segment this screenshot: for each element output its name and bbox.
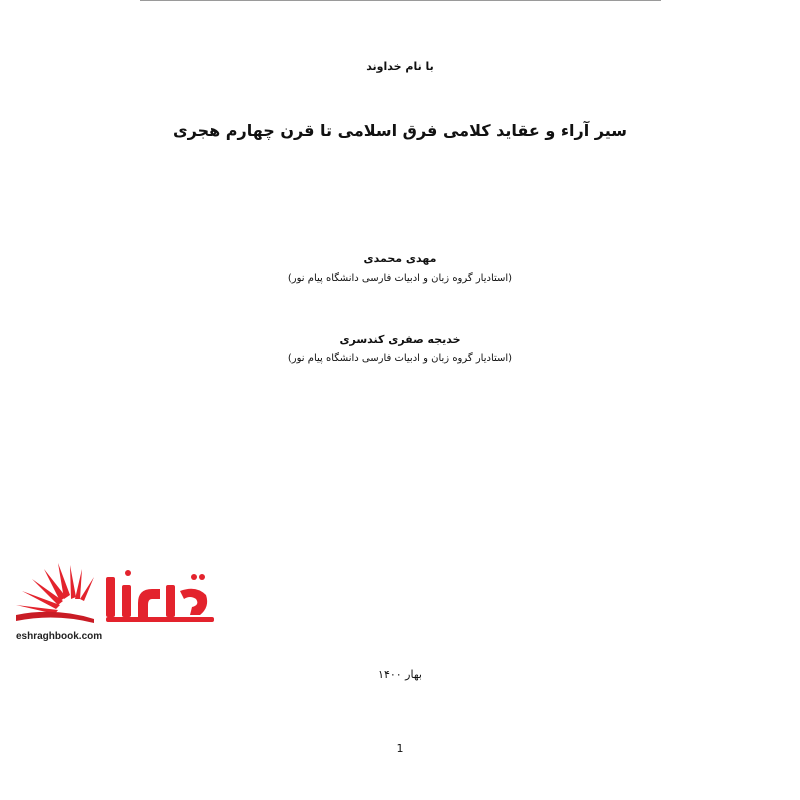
invocation: با نام خداوند	[366, 60, 434, 73]
logo-lettering	[106, 570, 214, 622]
publication-date: بهار ۱۴۰۰	[378, 668, 422, 681]
author-affiliation: (استادیار گروه زبان و ادبیات فارسی دانشگاه پیام نور)	[287, 273, 513, 284]
book-pages	[16, 563, 94, 614]
eshragh-logo-watermark	[10, 555, 220, 647]
author-affiliation: (استادیار گروه زبان و ادبیات فارسی دانشگاه پیام نور)	[287, 353, 513, 364]
logo-site-caption: eshraghbook.com	[16, 631, 103, 642]
book-title: سیر آراء و عقاید کلامی فرق اسلامی تا قرن چهارم هجری	[172, 121, 628, 140]
author-name: مهدی محمدی	[363, 252, 437, 265]
book-base	[16, 612, 94, 623]
author-name: خدیجه صفری کندسری	[339, 333, 461, 346]
open-book-icon	[10, 555, 220, 635]
top-rule	[140, 0, 661, 1]
page-number: 1	[396, 742, 404, 755]
